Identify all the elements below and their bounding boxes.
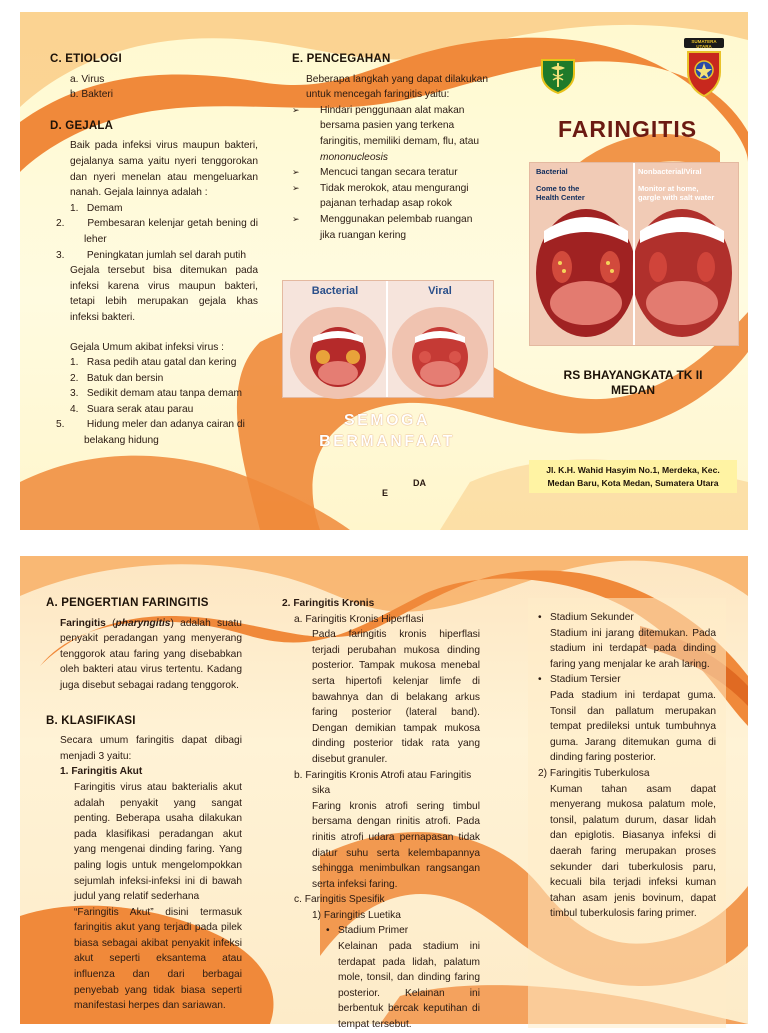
klasifikasi-heading: B. KLASIFIKASI — [46, 714, 136, 727]
gejala-intro: Baik pada infeksi virus maupun bakteri, gejalanya sama yaitu nyeri tenggorokan dan nyeri menelan atau mengeluarkan nanah. Gejala lainnya adalah : — [70, 140, 258, 199]
list-item: 1. Rasa pedih atau gatal dan kering — [70, 357, 237, 369]
image-label-bacterial-cover: Bacterial Come to the Health Center — [536, 167, 585, 202]
stadium-primer-text: Kelainan pada stadium ini terdapat pada lidah, palatum mole, tonsil, dan dinding faring posterior. Kelainan ini berbentuk bercak keputihan di tempat tersebut. — [338, 941, 480, 1031]
etiologi-heading: C. ETIOLOGI — [50, 53, 122, 65]
faringitis-akut-text: Faringitis virus atau bakterialis akut adalah penyakit yang sangat penting. Beberapa usaha dilakukan pada klasifikasi peradangan akut yang mengenai dinding faring. Yang paling logis untuk mengelompokkan sejumlah infeksi-infeksi ini di bawah judul yang relatif sederhana — [74, 781, 242, 903]
list-item: 1. Demam — [70, 202, 123, 214]
bullet-icon: • — [326, 925, 330, 937]
kronis-atrofi-heading: b. Faringitis Kronis Atrofi atau Faringitis sika — [294, 769, 472, 797]
brochure-outer-side — [20, 12, 748, 530]
stadium-primer-heading: • Stadium Primer — [282, 923, 480, 939]
stadium-sekunder-heading: • Stadium Sekunder — [538, 610, 716, 626]
faringitis-tuberkulosa-heading: 2) Faringitis Tuberkulosa — [538, 767, 650, 779]
stadium-tersier-text: Pada stadium ini terdapat guma. Tonsil dan pallatum merupakan tempat predileksi untuk tumbuhnya guma. Jarang ditemukan guma di dinding faring posterior. — [550, 689, 716, 764]
kronis-hiperflasi-text: Pada faringitis kronis hiperflasi terjadi perubahan mukosa dinding posterior. Tampak mukosa menebal serta hipertofi kelenjar limfe di bawahnya dan di belakang arkus faring posterior (lateral band). Dengan demikian tampak mukosa dinding posterior tidak rata yang disebut granuler. — [312, 629, 480, 765]
arrow-bullet-icon: ➢ — [292, 104, 300, 115]
faringitis-spesifik-heading: c. Faringitis Spesifik — [294, 894, 385, 906]
column-stadium-tuberkulosa — [538, 610, 716, 922]
sumatera-utara-police-logo — [682, 36, 726, 98]
faringitis-luetika-heading: 1) Faringitis Luetika — [312, 909, 401, 921]
fragment-e: E — [382, 488, 389, 498]
image-label-viral-cover: Nonbacterial/Viral Monitor at home, gargle with salt water — [638, 167, 715, 202]
list-item: 5. Hidung meler dan adanya cairan di belakang hidung — [56, 419, 245, 447]
list-item: ➢ Hindari penggunaan alat makan bersama pasien yang terkena faringitis, memiliki demam, flu, atau mononucleosis — [292, 104, 480, 163]
gejala-heading: D. GEJALA — [50, 119, 114, 132]
fragment-da: DA — [413, 478, 426, 488]
brochure-inner-side — [20, 556, 748, 1031]
arrow-bullet-icon: ➢ — [292, 182, 300, 193]
list-item: ➢ Mencuci tangan secara teratur — [306, 165, 488, 181]
column-etiologi-gejala — [50, 52, 258, 449]
stadium-tersier-heading: • Stadium Tersier — [538, 672, 716, 688]
hospital-address: Jl. K.H. Wahid Hasyim No.1, Merdeka, Kec. Medan Baru, Kota Medan, Sumatera Utara — [529, 460, 737, 493]
kronis-atrofi-text: Faring kronis atrofi sering timbul bersama dengan rinitis atrofi. Pada rinitis atrofi udara pernapasan tidak diatur suhu serta kelembapannya sehingga menimbulkan rangsangan serta infeksi faring. — [312, 800, 480, 890]
list-item: 2. Pembesaran kelenjar getah bening di leher — [56, 218, 258, 245]
column-pengertian-klasifikasi — [46, 596, 242, 1014]
image-label-bacterial: Bacterial — [311, 285, 359, 297]
arrow-bullet-icon: ➢ — [292, 213, 300, 224]
stadium-sekunder-text: Stadium ini jarang ditemukan. Pada stadium ini terdapat pada dinding faring yang menjalar ke arah laring. — [550, 627, 716, 670]
pengertian-text: Faringitis (pharyngitis) adalah suatu penyakit peradangan yang menyerang tenggorok atau faring yang disebabkan oleh bakteri atau virus tertentu. Kadang juga disebut sebagai radang tenggorok. — [60, 617, 242, 691]
bullet-icon: • — [538, 674, 542, 686]
gejala-after-text: Gejala tersebut bisa ditemukan pada infeksi karena virus maupun bakteri, tetapi lebih merupakan gejala khas infeksi bakteri. — [70, 265, 258, 323]
bullet-icon: • — [538, 612, 542, 623]
faringitis-tuberkulosa-text: Kuman tahan asam dapat menyerang mukosa palatum mole, tonsil, palatum durum, dasar lidah dan epiglotis. Biasanya infeksi di daerah faring merupakan proses sekunder dari tuberkulosis paru, kecuali bila terjadi infeksi kuman tahan asam jenis bovinum, dapat timbul tuberkulosis faring primer. — [550, 783, 716, 920]
pencegahan-heading: E. PENCEGAHAN — [292, 53, 391, 65]
green-caduceus-logo — [538, 54, 578, 94]
list-item: 4. Suara serak atau parau — [70, 403, 194, 415]
gejala-list — [50, 201, 258, 263]
arrow-bullet-icon: ➢ — [292, 167, 300, 178]
semoga-bermanfaat-text: SEMOGA BERMANFAAT — [319, 412, 455, 450]
pencegahan-list — [292, 103, 488, 243]
column-pencegahan — [292, 52, 488, 243]
gejala-umum-intro: Gejala Umum akibat infeksi virus : — [70, 341, 224, 353]
klasifikasi-intro: Secara umum faringitis dapat dibagi menjadi 3 yaitu: — [60, 735, 242, 762]
gejala-umum-list — [50, 355, 258, 449]
image-label-viral: Viral — [428, 285, 452, 297]
bacterial-viral-throat-image — [282, 280, 494, 398]
logo-text: SUMATERA UTARA — [691, 39, 717, 49]
list-item: ➢ Menggunakan pelembab ruangan jika ruangan kering — [292, 213, 473, 241]
list-item: 3. Peningkatan jumlah sel darah putih — [56, 249, 246, 261]
faringitis-akut-heading: 1. Faringitis Akut — [60, 766, 143, 778]
hospital-name: RS BHAYANGKATA TK II MEDAN — [563, 368, 703, 397]
throat-comparison-image — [529, 162, 739, 346]
etiologi-item-virus: a. Virus — [70, 73, 105, 85]
list-item: 3. Sedikit demam atau tanpa demam — [70, 388, 243, 400]
faringitis-akut-text-2: “Faringitis Akut” disini termasuk faringitis akut yang terjadi pada pilek biasa sebagai akibat penyakit infeksi akut seperti eksantema atau influenza dan dari berbagai penyebab yang tidak biasa seperti manifestasi herpes dan sariawan. — [74, 906, 242, 1012]
etiologi-item-bakteri: b. Bakteri — [70, 89, 114, 101]
pengertian-heading: A. PENGERTIAN FARINGITIS — [46, 597, 209, 609]
brochure-title: FARINGITIS — [558, 116, 698, 142]
list-item: 2. Batuk dan bersin — [70, 372, 164, 384]
column-faringitis-kronis — [282, 596, 480, 1033]
faringitis-kronis-heading: 2. Faringitis Kronis — [282, 598, 375, 609]
pencegahan-intro: Beberapa langkah yang dapat dilakukan untuk mencegah faringitis yaitu: — [306, 73, 488, 101]
kronis-hiperflasi-heading: a. Faringitis Kronis Hiperflasi — [294, 613, 424, 625]
list-item: ➢ Tidak merokok, atau mengurangi pajanan terhadap asap rokok — [292, 182, 469, 210]
